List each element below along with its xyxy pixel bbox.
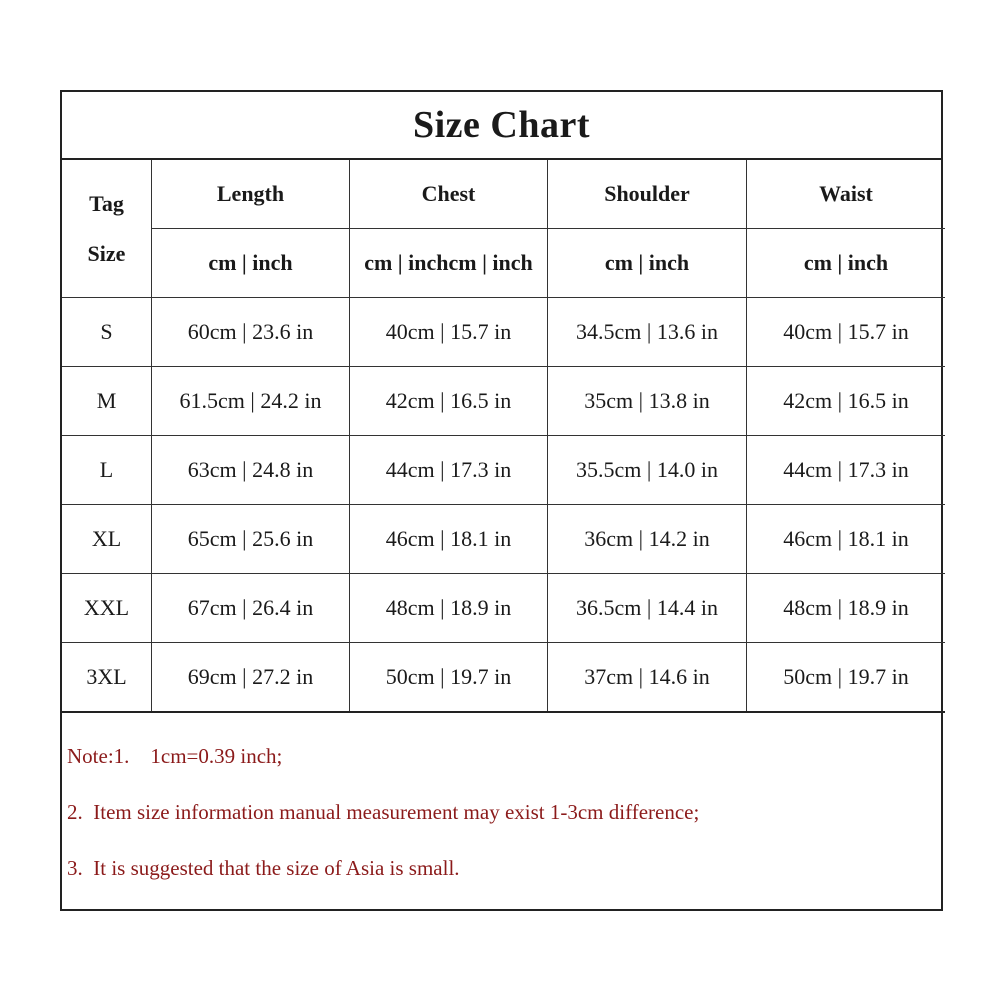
waist-cell: 40cm | 15.7 in <box>747 298 946 367</box>
length-cell: 69cm | 27.2 in <box>152 643 350 713</box>
waist-cell: 48cm | 18.9 in <box>747 574 946 643</box>
chest-cell: 40cm | 15.7 in <box>350 298 548 367</box>
column-header-chest: Chest <box>350 160 548 229</box>
table-row <box>62 367 945 436</box>
size-cell: XXL <box>62 574 152 643</box>
size-cell: L <box>62 436 152 505</box>
tag-size-line1: Tag <box>89 190 124 216</box>
column-header-length: Length <box>152 160 350 229</box>
shoulder-cell: 36.5cm | 14.4 in <box>548 574 747 643</box>
chest-cell: 50cm | 19.7 in <box>350 643 548 713</box>
chest-cell: 46cm | 18.1 in <box>350 505 548 574</box>
chest-cell: 42cm | 16.5 in <box>350 367 548 436</box>
size-cell: 3XL <box>62 643 152 713</box>
length-cell: 63cm | 24.8 in <box>152 436 350 505</box>
length-cell: 60cm | 23.6 in <box>152 298 350 367</box>
waist-cell: 46cm | 18.1 in <box>747 505 946 574</box>
table-row <box>62 298 945 367</box>
length-cell: 65cm | 25.6 in <box>152 505 350 574</box>
waist-cell: 42cm | 16.5 in <box>747 367 946 436</box>
column-header-waist: Waist <box>747 160 946 229</box>
shoulder-cell: 35.5cm | 14.0 in <box>548 436 747 505</box>
table-row <box>62 505 945 574</box>
waist-cell: 50cm | 19.7 in <box>747 643 946 713</box>
size-chart <box>60 90 943 911</box>
unit-label-length: cm | inch <box>152 229 350 298</box>
column-header-shoulder: Shoulder <box>548 160 747 229</box>
unit-label-shoulder: cm | inch <box>548 229 747 298</box>
chart-title: Size Chart <box>62 92 941 160</box>
tag-size-header <box>62 160 152 298</box>
waist-cell: 44cm | 17.3 in <box>747 436 946 505</box>
chest-cell: 48cm | 18.9 in <box>350 574 548 643</box>
unit-label-chest: cm | inchcm | inch <box>350 229 548 298</box>
table-row <box>62 643 945 713</box>
table-row <box>62 436 945 505</box>
units-row <box>62 229 945 298</box>
note-line-3: 3. It is suggested that the size of Asia is small. <box>67 856 460 880</box>
size-cell: S <box>62 298 152 367</box>
size-cell: XL <box>62 505 152 574</box>
shoulder-cell: 35cm | 13.8 in <box>548 367 747 436</box>
chest-cell: 44cm | 17.3 in <box>350 436 548 505</box>
unit-label-waist: cm | inch <box>747 229 946 298</box>
shoulder-cell: 34.5cm | 13.6 in <box>548 298 747 367</box>
note-line-2: 2. Item size information manual measurement may exist 1-3cm difference; <box>67 800 700 824</box>
tag-size-line2: Size <box>87 240 126 266</box>
note-line-1: Note:1. 1cm=0.39 inch; <box>67 744 283 768</box>
size-table <box>62 160 945 713</box>
header-row <box>62 160 945 229</box>
shoulder-cell: 37cm | 14.6 in <box>548 643 747 713</box>
length-cell: 61.5cm | 24.2 in <box>152 367 350 436</box>
length-cell: 67cm | 26.4 in <box>152 574 350 643</box>
table-row <box>62 574 945 643</box>
size-cell: M <box>62 367 152 436</box>
shoulder-cell: 36cm | 14.2 in <box>548 505 747 574</box>
